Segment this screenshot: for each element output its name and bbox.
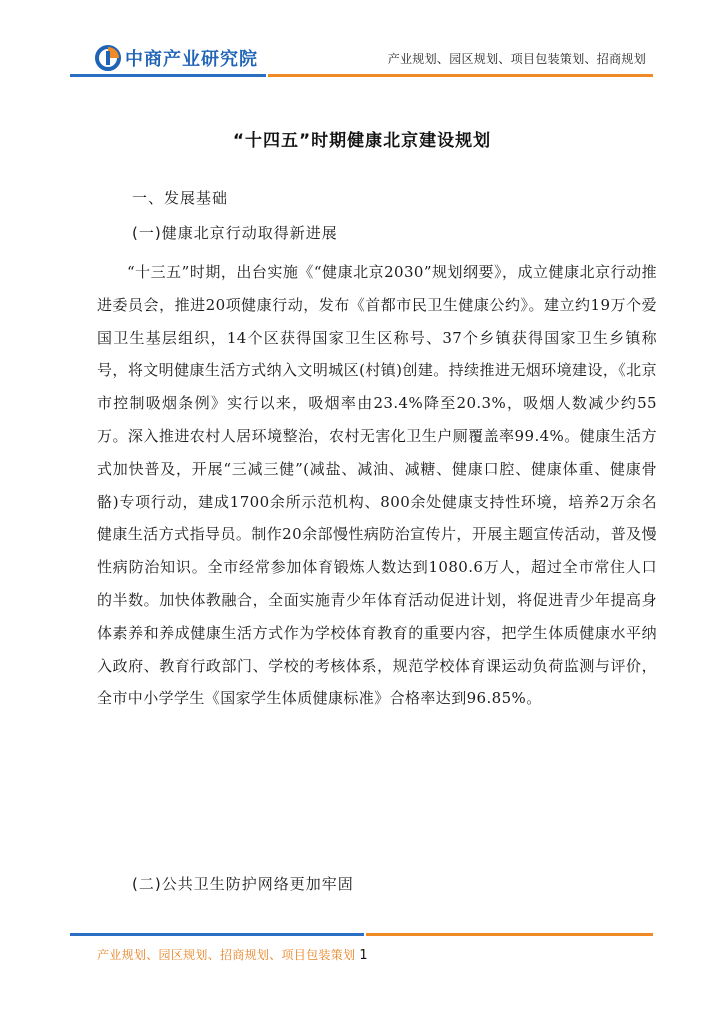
footer-tagline: 产业规划、园区规划、招商规划、项目包装策划	[97, 948, 356, 962]
page-number: 1	[359, 948, 368, 963]
company-logo	[95, 44, 258, 72]
subsection-heading-2: (二)公共卫生防护网络更加牢固	[132, 875, 354, 893]
page-header	[0, 0, 724, 90]
body-paragraph-1: “十三五”时期，出台实施《“健康北京2030”规划纲要》，成立健康北京行动推进委员会，推进20项健康行动，发布《首都市民卫生健康公约》。建立约19万个爱国卫生基层组织，14个区获得国家卫生区称号、37个乡镇获得国家卫生乡镇称号，将文明健康生活方式纳入文明城区(村镇)创建。持续推进无烟环境建设，《北京市控制吸烟条例》实行以来，吸烟率由23.4%降至20.3%，吸烟人数减少约55万。深入推进农村人居环境整治，农村无害化卫生户厕覆盖率99.4%。健康生活方式加快普及，开展“三减三健”(减盐、减油、减糖、健康口腔、健康体重、健康骨骼)专项行动，建成1700余所示范机构、800余处健康支持性环境，培养2万余名健康生活方式指导员。制作20余部慢性病防治宣传片，开展主题宣传活动，普及慢性病防治知识。全市经常参加体育锻炼人数达到1080.6万人，超过全市常住人口的半数。加快体教融合，全面实施青少年体育活动促进计划，将促进青少年提高身体素养和养成健康生活方式作为学校体育教育的重要内容，把学生体质健康水平纳入政府、教育行政部门、学校的考核体系，规范学校体育课运动负荷监测与评价，全市中小学学生《国家学生体质健康标准》合格率达到96.85%。	[97, 263, 657, 708]
footer-divider-blue	[70, 933, 364, 936]
header-tagline: 产业规划、园区规划、项目包装策划、招商规划	[387, 52, 646, 66]
logo-text: 中商产业研究院	[125, 49, 258, 70]
section-heading-1: 一、发展基础	[132, 189, 229, 207]
page-footer	[97, 946, 368, 963]
footer-divider-orange	[366, 933, 653, 936]
document-title: “十四五”时期健康北京建设规划	[232, 131, 492, 151]
subsection-heading-1: (一)健康北京行动取得新进展	[132, 224, 338, 242]
header-divider-orange	[268, 74, 653, 77]
header-divider-blue	[70, 74, 266, 77]
logo-icon	[95, 45, 121, 71]
